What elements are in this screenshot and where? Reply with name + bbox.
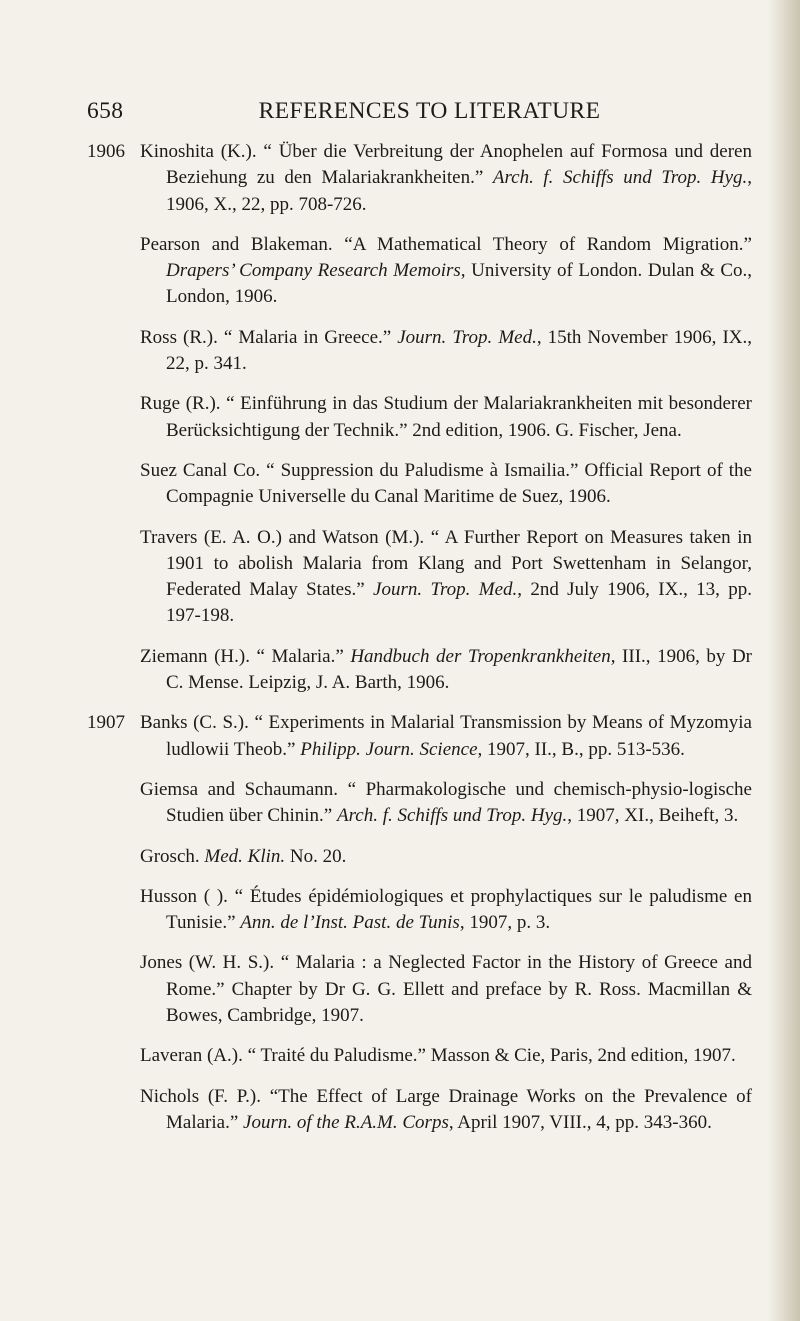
reference-entry: Pearson and Blakeman. “A Mathematical Theory of Random Migration.” Drapers’ Company Research Memoirs, University of London. Dulan & Co., London, 1906. xyxy=(140,233,753,308)
running-title: REFERENCES TO LITERATURE xyxy=(258,98,601,124)
year-group-1906 xyxy=(87,139,752,696)
references-list xyxy=(87,139,752,1150)
reference-entry: Kinoshita (K.). “ Über die Verbreitung der Anophelen auf Formosa und deren Beziehung zu den Malariakrankheiten.” Arch. f. Schiffs und Trop. Hyg., 1906, X., 22, pp. 708-726. xyxy=(140,141,752,215)
reference-entry: Suez Canal Co. “ Suppression du Paludisme à Ismailia.” Official Report of the Compagnie Universelle du Canal Maritime de Suez, 1906. xyxy=(140,459,752,508)
reference-entry: Ziemann (H.). “ Malaria.” Handbuch der Tropenkrankheiten, III., 1906, by Dr C. Mense. Leipzig, J. A. Barth, 1906. xyxy=(140,645,752,694)
reference-entry: Ruge (R.). “ Einführung in das Studium der Malariakrankheiten mit besonderer Berücksichtigung der Technik.” 2nd edition, 1906. G. Fischer, Jena. xyxy=(140,393,752,441)
reference-entry: Husson ( ). “ Études épidémiologiques et prophylactiques sur le paludisme en Tunisie.” Ann. de l’Inst. Past. de Tunis, 1907, p. 3. xyxy=(140,885,752,934)
reference-entry: Giemsa and Schaumann. “ Pharmakologische und chemisch-physio-logische Studien über Chinin.” Arch. f. Schiffs und Trop. Hyg., 1907, XI., Beiheft, 3. xyxy=(140,778,752,827)
page-edge-shadow xyxy=(768,0,800,1321)
running-header xyxy=(87,98,752,130)
reference-entry: Jones (W. H. S.). “ Malaria : a Neglected Factor in the History of Greece and Rome.” Chapter by Dr G. G. Ellett and preface by R. Ross. Macmillan & Bowes, Cambridge, 1907. xyxy=(140,952,752,1027)
reference-entry: Nichols (F. P.). “The Effect of Large Drainage Works on the Prevalence of Malaria.” Journ. of the R.A.M. Corps, April 1907, VIII., 4, pp. 343-360. xyxy=(140,1085,752,1133)
year-group-1907 xyxy=(87,710,752,1136)
reference-entry: Laveran (A.). “ Traité du Paludisme.” Masson & Cie, Paris, 2nd edition, 1907. xyxy=(140,1045,736,1067)
reference-entry: Grosch. Med. Klin. No. 20. xyxy=(140,845,347,867)
reference-entries xyxy=(140,710,752,1136)
year-label: 1907 xyxy=(87,712,125,734)
page-number: 658 xyxy=(87,98,124,124)
reference-entry: Travers (E. A. O.) and Watson (M.). “ A Further Report on Measures taken in 1901 to abolish Malaria from Klang and Port Swettenham in Selangor, Federated Malay States.” Journ. Trop. Med., 2nd July 1906, IX., 13, pp. 197-198. xyxy=(140,526,752,627)
reference-entries xyxy=(140,139,752,696)
year-label: 1906 xyxy=(87,141,125,162)
reference-entry: Ross (R.). “ Malaria in Greece.” Journ. Trop. Med., 15th November 1906, IX., 22, p. 341. xyxy=(140,326,752,375)
reference-entry: Banks (C. S.). “ Experiments in Malarial Transmission by Means of Myzomyia ludlowii Theob.” Philipp. Journ. Science, 1907, II., B., pp. 513-536. xyxy=(140,712,752,760)
